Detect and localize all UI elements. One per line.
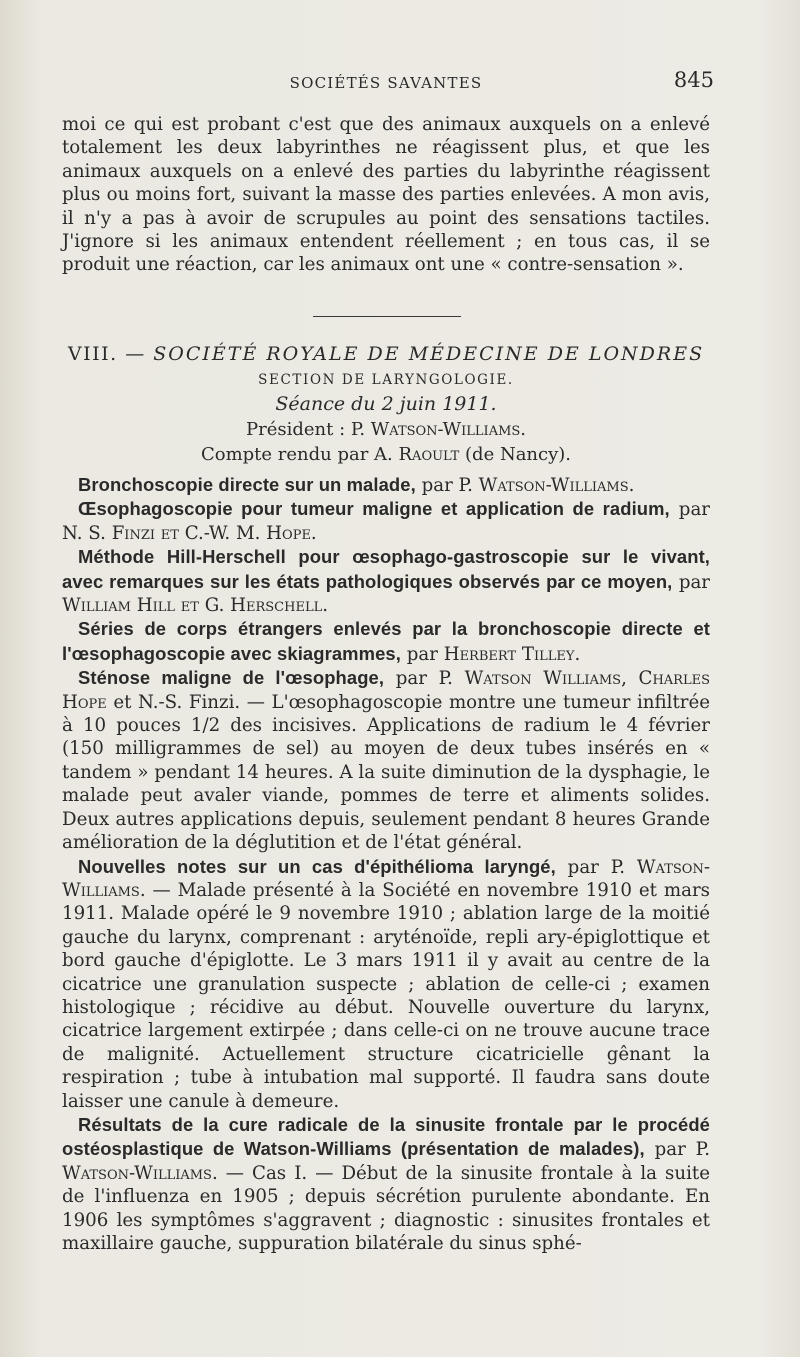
entry-authors: William Hill et G. Herschell. bbox=[62, 595, 329, 617]
entry-authors: Finzi bbox=[111, 522, 155, 544]
entry-title: Méthode Hill-Herschell pour œsophago-gastroscopie sur le vivant, avec remarques sur les états pathologiques observés par ce moyen, bbox=[62, 546, 710, 592]
entry-body: et C.-W. M. Hope. bbox=[155, 522, 317, 544]
report-label: Compte rendu par A. bbox=[200, 444, 399, 465]
entry-title: Bronchoscopie directe sur un malade, bbox=[78, 474, 416, 495]
entry-by: par P. bbox=[384, 668, 465, 690]
entry bbox=[62, 497, 710, 545]
report-suffix: (de Nancy). bbox=[459, 444, 572, 465]
entry-title: Œsophagoscopie pour tumeur maligne et application de radium, bbox=[78, 498, 670, 520]
entry-body: et N.-S. Finzi. — L'œsophagoscopie montre une tumeur infiltrée à 10 pouces 1/2 des incisives. Applications de radium le 4 février (150 milligrammes de sel) au moyen de deux tubes insérés en « tandem » pendant 14 heures. A la suite diminution de la dysphagie, le malade peut avaler viande, pommes de terre et aliments solides. Deux autres applications depuis, seulement pendant 8 heures Grande amélioration de la déglutition et de l'état général. bbox=[62, 691, 710, 854]
page-number: 845 bbox=[673, 68, 714, 92]
entries-list bbox=[62, 473, 710, 1255]
entry-by: par N. S. bbox=[62, 499, 710, 544]
entry-authors: Herbert Tilley. bbox=[443, 643, 581, 665]
president-name: Watson-Williams. bbox=[370, 419, 527, 440]
entry-authors: Watson-Williams. bbox=[478, 475, 635, 496]
running-header bbox=[62, 66, 714, 96]
entry-title: Séries de corps étrangers enlevés par la bronchoscopie directe et l'œsophagoscopie avec skiagrammes, bbox=[62, 618, 710, 664]
section-number: VIII. — bbox=[67, 343, 146, 365]
entry bbox=[62, 473, 710, 497]
entry-authors: Watson Williams, Charles Hope bbox=[62, 668, 710, 713]
entry-body: — Cas I. — Début de la sinusite frontale à la suite de l'influenza en 1905 ; depuis sécrétion purulente abondante. En 1906 les symptômes s'aggravent ; diagnostic : sinusites frontales et maxillaire gauche, suppuration bilatérale du sinus sphé- bbox=[62, 1162, 710, 1254]
entry-authors: Watson-Williams. bbox=[62, 1162, 218, 1184]
report-line bbox=[62, 444, 710, 465]
entry-authors: Watson-Williams. bbox=[62, 856, 710, 901]
president-label: Président : P. bbox=[245, 419, 371, 440]
entry bbox=[62, 617, 710, 666]
report-name: Raoult bbox=[398, 444, 460, 465]
entry bbox=[62, 1113, 710, 1255]
entry-by: par P. bbox=[415, 475, 479, 496]
session-date: Séance du 2 juin 1911. bbox=[275, 393, 497, 415]
entry-title: Nouvelles notes sur un cas d'épithélioma laryngé, bbox=[78, 855, 556, 877]
entry-by: par bbox=[672, 571, 710, 593]
section-divider bbox=[313, 316, 461, 317]
entry-body: — Malade présenté à la Société en novembre 1910 et mars 1911. Malade opéré le 9 novembre 1910 ; ablation large de la moitié gauche du larynx, comprenant : aryténoïde, repli ary-épiglottique et bord gauche d'épiglotte. Le 3 mars 1911 il y avait au centre de la cicatrice une granulation suspecte ; ablation de celle-ci ; examen histologique ; récidive au début. Nouvelle ouverture du larynx, cicatrice largement extirpée ; dans celle-ci on ne trouve aucune trace de malignité. Actuellement structure cicatricielle gênant la respiration ; tube à intubation mal supporté. Il faudra sans doute laisser une canule à demeure. bbox=[62, 879, 710, 1112]
entry-title: Résultats de la cure radicale de la sinusite frontale par le procédé ostéosplastique de Watson-Williams (présentation de malades), bbox=[62, 1113, 710, 1160]
entry-by: par bbox=[400, 643, 444, 665]
entry-by: par P. bbox=[555, 856, 637, 878]
intro-paragraph: moi ce qui est probant c'est que des animaux auxquels on a enlevé totalement les deux labyrinthes ne réagissent plus, et que les animaux auxquels on a enlevé des parties du labyrinthe réagissent plus ou moins fort, suivant la masse des parties enlevées. A mon avis, il n'y a pas à avoir de scrupules au point des sensations tactiles. J'ignore si les animaux entendent réellement ; en tous cas, il se produit une réaction, car les animaux ont une « contre-sensation ». bbox=[62, 114, 710, 276]
entry-by: par P. bbox=[644, 1139, 710, 1161]
entry bbox=[62, 545, 710, 617]
subsection-heading: SECTION DE LARYNGOLOGIE. bbox=[258, 372, 514, 388]
president-line bbox=[62, 419, 710, 440]
running-title: SOCIÉTÉS SAVANTES bbox=[289, 74, 483, 92]
section-title: SOCIÉTÉ ROYALE DE MÉDECINE DE LONDRES bbox=[153, 343, 705, 365]
entry bbox=[62, 666, 710, 854]
entry bbox=[62, 855, 710, 1113]
intro-paragraph-block bbox=[62, 113, 710, 277]
section-heading bbox=[62, 343, 710, 365]
entry-title: Sténose maligne de l'œsophage, bbox=[78, 667, 385, 689]
